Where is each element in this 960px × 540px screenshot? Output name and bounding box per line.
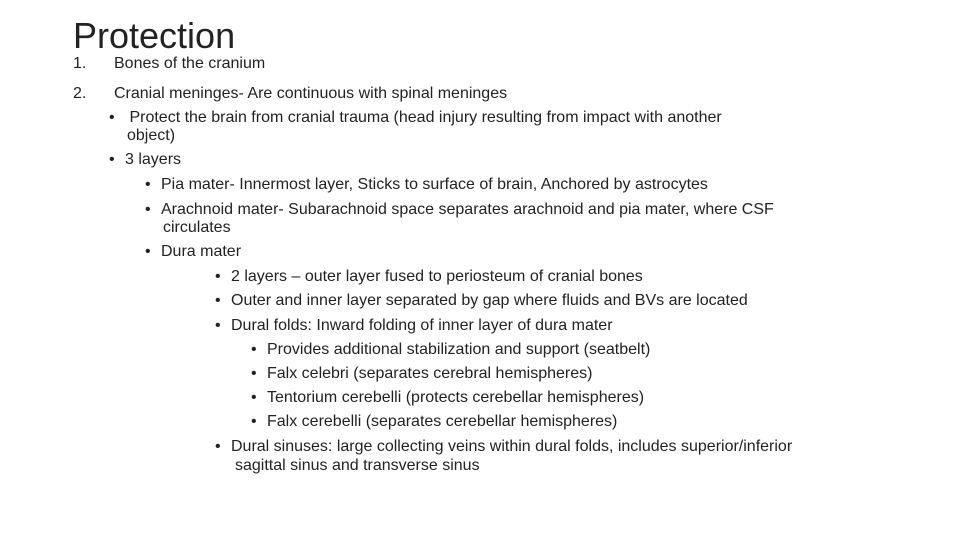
bullet-text: Dura mater: [161, 243, 242, 260]
bullet-text: Tentorium cerebelli (protects cerebellar hemispheres): [267, 389, 645, 406]
bullet-text: Falx cerebelli (separates cerebellar hemispheres): [267, 413, 618, 430]
bullet-text: Outer and inner layer separated by gap where fluids and BVs are located: [231, 292, 748, 309]
bullet-icon: •: [215, 317, 221, 334]
bullet-icon: •: [215, 438, 221, 455]
list-item-bones: Bones of the cranium: [114, 55, 266, 72]
bullet-falx-celebri: [251, 364, 592, 383]
bullet-text: 2 layers – outer layer fused to periosteum of cranial bones: [231, 268, 643, 285]
bullet-dural-folds: [215, 316, 613, 335]
bullet-falx-cerebelli: [251, 412, 617, 431]
bullet-arachnoid-cont: circulates: [163, 219, 231, 236]
slide-title: Protection: [73, 15, 236, 56]
bullet-text: Pia mater- Innermost layer, Sticks to surface of brain, Anchored by astrocytes: [161, 176, 708, 193]
bullet-protect-cont: object): [127, 127, 176, 144]
bullet-text: Arachnoid mater- Subarachnoid space separates arachnoid and pia mater, where CSF: [161, 201, 774, 218]
bullet-stabilization: [251, 340, 650, 359]
bullet-two-layers: [215, 267, 643, 286]
bullet-text: Falx celebri (separates cerebral hemispheres): [267, 365, 593, 382]
bullet-text: 3 layers: [125, 151, 182, 168]
bullet-protect: [109, 108, 722, 127]
bullet-text: Dural folds: Inward folding of inner layer of dura mater: [231, 317, 613, 334]
bullet-outer-inner: [215, 291, 748, 310]
bullet-icon: •: [215, 292, 221, 309]
bullet-icon: •: [145, 243, 151, 260]
bullet-icon: •: [251, 413, 257, 430]
bullet-icon: •: [109, 109, 115, 126]
bullet-layers: [109, 150, 181, 169]
bullet-text: Dural sinuses: large collecting veins within dural folds, includes superior/inferior: [231, 438, 793, 455]
bullet-dural-sinuses: [215, 437, 792, 456]
bullet-dura: [145, 242, 241, 261]
bullet-tentorium: [251, 388, 644, 407]
bullet-pia: [145, 175, 708, 194]
bullet-arachnoid: [145, 200, 774, 219]
bullet-icon: •: [145, 201, 151, 218]
bullet-icon: •: [251, 389, 257, 406]
bullet-icon: •: [145, 176, 151, 193]
bullet-icon: •: [251, 365, 257, 382]
bullet-text: Protect the brain from cranial trauma (head injury resulting from impact with another: [125, 109, 722, 126]
list-number-1: 1.: [73, 55, 87, 72]
list-number-2: 2.: [73, 85, 87, 102]
bullet-dural-sinuses-cont: sagittal sinus and transverse sinus: [235, 457, 480, 474]
list-item-meninges: Cranial meninges- Are continuous with spinal meninges: [114, 85, 508, 102]
bullet-icon: •: [215, 268, 221, 285]
bullet-icon: •: [109, 151, 115, 168]
bullet-icon: •: [251, 341, 257, 358]
bullet-text: Provides additional stabilization and support (seatbelt): [267, 341, 651, 358]
